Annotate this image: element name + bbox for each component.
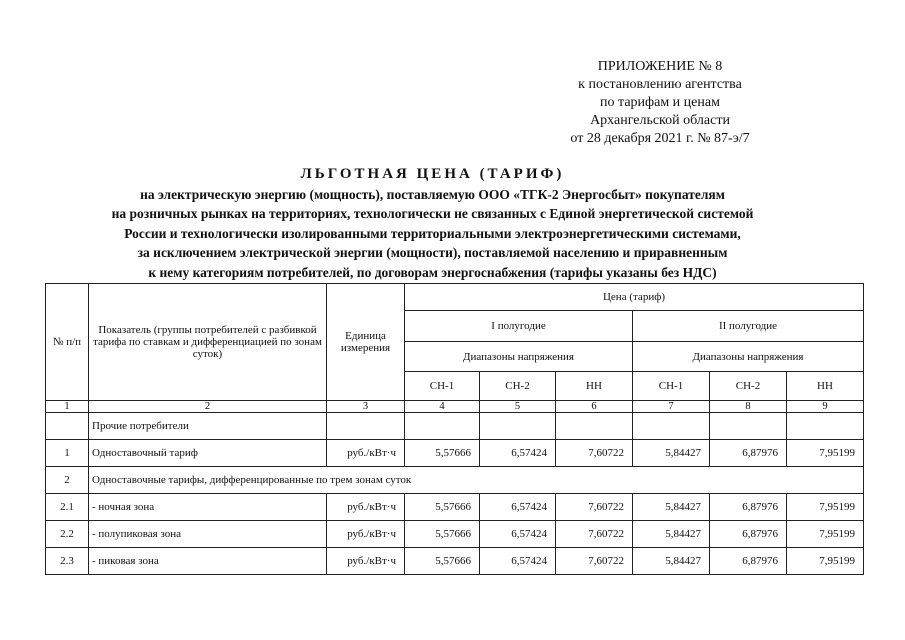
row-unit: руб./кВт·ч [327,440,405,467]
header-voltage: СН-1 [405,372,480,401]
value-cell: 7,95199 [787,521,864,548]
column-number: 1 [46,401,89,413]
value-cell: 5,84427 [633,548,710,575]
value-cell: 7,95199 [787,440,864,467]
value-cell: 5,57666 [405,548,480,575]
column-number: 8 [710,401,787,413]
value-cell: 7,95199 [787,548,864,575]
title-line: на розничных рынках на территориях, технологически не связанных с Единой энергетической системой [111,206,754,221]
value-cell: 5,84427 [633,494,710,521]
value-cell: 5,57666 [405,494,480,521]
header-voltage: НН [787,372,864,401]
row-num: 2.2 [46,521,89,548]
header-voltage: СН-2 [480,372,556,401]
value-cell: 7,60722 [556,548,633,575]
table-row [46,521,864,548]
value-cell: 6,57424 [480,494,556,521]
value-cell: 7,60722 [556,494,633,521]
value-cell: 5,57666 [405,521,480,548]
column-number: 5 [480,401,556,413]
row-num: 2.1 [46,494,89,521]
column-number: 3 [327,401,405,413]
value-cell: 5,84427 [633,521,710,548]
appendix-date: от 28 декабря 2021 г. № 87-э/7 [570,131,750,146]
title-line: за исключением электрической энергии (мощности), поставляемой населению и приравненным [137,245,728,260]
appendix-line: Архангельской области [590,113,730,128]
value-cell: 6,87976 [710,440,787,467]
value-cell: 7,60722 [556,521,633,548]
row-num: 1 [46,440,89,467]
header-half2: II полугодие [633,311,864,342]
title-line: России и технологически изолированными территориальными электроэнергетическими системами, [124,225,741,241]
column-number: 2 [89,401,327,413]
column-number: 7 [633,401,710,413]
row-name: Одноставочный тариф [89,440,327,467]
header-num: № п/п [46,284,89,401]
row-num: 2.3 [46,548,89,575]
value-cell: 6,87976 [710,494,787,521]
value-cell: 6,87976 [710,548,787,575]
appendix-title: ПРИЛОЖЕНИЕ № 8 [597,59,723,74]
table-row [46,494,864,521]
value-cell: 6,57424 [480,521,556,548]
column-number: 9 [787,401,864,413]
table-row [46,548,864,575]
column-number: 6 [556,401,633,413]
value-cell: 6,57424 [480,548,556,575]
header-voltage: СН-2 [710,372,787,401]
row-num: 2 [46,467,89,494]
table-row [46,440,864,467]
value-cell: 5,57666 [405,440,480,467]
value-cell: 6,57424 [480,440,556,467]
row-name: - полупиковая зона [89,521,327,548]
header-voltage: НН [556,372,633,401]
value-cell: 7,95199 [787,494,864,521]
row-name: - ночная зона [89,494,327,521]
row-unit: руб./кВт·ч [327,521,405,548]
header-voltage: СН-1 [633,372,710,401]
column-number: 4 [405,401,480,413]
appendix-line: по тарифам и ценам [600,95,720,110]
header-half1: I полугодие [405,311,633,342]
appendix-line: к постановлению агентства [578,77,742,92]
header-unit: Единица измерения [327,284,405,401]
value-cell: 7,60722 [556,440,633,467]
title-main: ЛЬГОТНАЯ ЦЕНА (ТАРИФ) [300,166,565,182]
section-label: Прочие потребители [89,413,327,440]
row-unit: руб./кВт·ч [327,494,405,521]
title-line: на электрическую энергию (мощность), поставляемую ООО «ТГК-2 Энергосбыт» покупателям [140,186,725,202]
appendix-header [490,58,830,148]
title-line: к нему категориям потребителей, по договорам энергоснабжения (тарифы указаны без НДС) [148,264,717,280]
row-unit: руб./кВт·ч [327,548,405,575]
tariff-table [45,283,864,575]
header-indicator: Показатель (группы потребителей с разбивкой тарифа по ставкам и дифференциацией по зонам суток) [89,284,327,401]
value-cell: 6,87976 [710,521,787,548]
row-name: Одноставочные тарифы, дифференцированные по трем зонам суток [89,467,864,494]
row-name: - пиковая зона [89,548,327,575]
header-ranges2: Диапазоны напряжения [633,342,864,372]
table-row [46,413,864,440]
document-title [0,165,905,282]
header-price: Цена (тариф) [405,284,864,311]
value-cell: 5,84427 [633,440,710,467]
header-ranges1: Диапазоны напряжения [405,342,633,372]
table-row [46,467,864,494]
